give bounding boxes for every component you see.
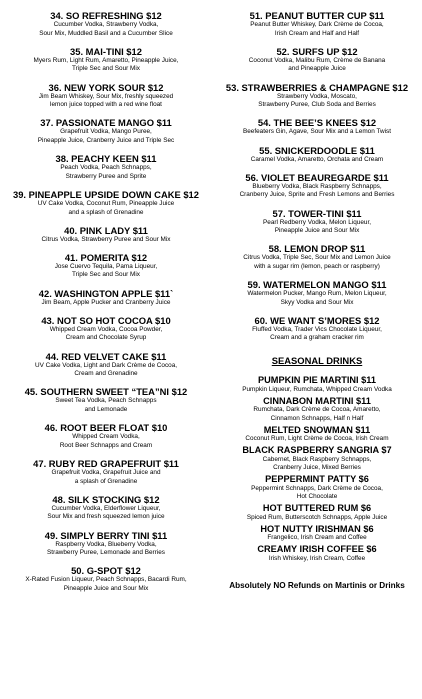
item-spacer bbox=[212, 110, 422, 118]
drink-ingredients: Skyy Vodka and Sour Mix bbox=[280, 298, 354, 306]
drink-ingredients: Cucumber Vodka, Elderflower Liqueur, bbox=[51, 504, 161, 512]
drink-ingredients: Citrus Vodka, Strawberry Puree and Sour Mix bbox=[41, 235, 171, 243]
drink-ingredients: Cucumber Vodka, Strawberry Vodka, bbox=[53, 21, 159, 28]
drink-title: 60. WE WANT S’MORES $12 bbox=[254, 314, 380, 326]
item-spacer bbox=[0, 343, 212, 351]
drink-title: 51. PEANUT BUTTER CUP $11 bbox=[249, 10, 385, 21]
drink-title: 52. SURFS UP $12 bbox=[276, 45, 358, 57]
drink-ingredients: Jose Cuervo Tequila, Pama Liqueur, bbox=[54, 262, 158, 270]
drink-ingredients: and a splash of Grenadine bbox=[68, 208, 144, 216]
drink-ingredients: Strawberry Puree, Club Soda and Berries bbox=[258, 101, 376, 109]
menu-item bbox=[212, 396, 422, 423]
menu-item bbox=[0, 386, 212, 414]
menu-item bbox=[0, 458, 212, 486]
refund-policy-note: Absolutely NO Refunds on Martinis or Drinks bbox=[229, 581, 405, 591]
item-spacer bbox=[212, 236, 422, 244]
drink-ingredients: Watermelon Pucker, Mango Rum, Melon Liqueur, bbox=[247, 290, 387, 298]
drink-ingredients: Peppermint Schnapps, Dark Crème de Cocoa, bbox=[251, 484, 383, 492]
seasonal-drinks-heading: SEASONAL DRINKS bbox=[271, 355, 363, 367]
drink-title: 34. SO REFRESHING $12 bbox=[50, 10, 162, 21]
drink-title: 46. ROOT BEER FLOAT $10 bbox=[44, 422, 168, 434]
drink-ingredients: Pumpkin Liqueur, Rumchata, Whipped Cream Vodka bbox=[242, 385, 392, 393]
drink-title: PUMPKIN PIE MARTINI $11 bbox=[258, 375, 376, 386]
menu-item bbox=[212, 117, 422, 137]
drink-title: HOT BUTTERED RUM $6 bbox=[262, 503, 372, 514]
drink-title: 53. STRAWBERRIES & CHAMPAGNE $12 bbox=[225, 81, 409, 93]
item-spacer bbox=[0, 522, 212, 530]
drink-title: BLACK RASPBERRY SANGRIA $7 bbox=[242, 445, 392, 456]
menu-item bbox=[212, 524, 422, 543]
drink-title: MELTED SNOWMAN $11 bbox=[263, 424, 371, 435]
drink-ingredients: Blueberry Vodka, Black Raspberry Schnapps, bbox=[252, 182, 382, 190]
drink-ingredients: Coconut Vodka, Malibu Rum, Crème de Banana bbox=[248, 56, 386, 64]
drink-title: 44. RED VELVET CAKE $11 bbox=[45, 350, 167, 362]
menu-item bbox=[0, 46, 212, 74]
drink-title: PEPPERMINT PATTY $6 bbox=[265, 474, 369, 485]
drink-ingredients: Coconut Rum, Light Crème de Cocoa, Irish Cream bbox=[245, 435, 389, 443]
item-spacer bbox=[0, 74, 212, 82]
drink-ingredients: Peach Vodka, Peach Schnapps, bbox=[60, 164, 152, 172]
drink-title: 40. PINK LADY $11 bbox=[64, 224, 148, 236]
menu-item bbox=[212, 10, 422, 38]
drink-ingredients: Jim Beam, Apple Pucker and Cranberry Juice bbox=[41, 298, 171, 306]
drink-title: CREAMY IRISH COFFEE $6 bbox=[257, 544, 377, 555]
item-spacer bbox=[0, 244, 212, 252]
menu-item bbox=[212, 425, 422, 444]
drink-ingredients: Cranberry Juice, Mixed Berries bbox=[273, 464, 361, 472]
drink-ingredients: Raspberry Vodka, Blueberry Vodka, bbox=[55, 540, 157, 548]
menu-item bbox=[212, 145, 422, 165]
item-spacer bbox=[0, 217, 212, 225]
drink-ingredients: Peanut Butter Whiskey, Dark Crème de Cocoa, bbox=[250, 21, 384, 28]
drink-ingredients: Pineapple Juice and Sour Mix bbox=[63, 584, 149, 592]
menu-item bbox=[0, 565, 212, 593]
drink-ingredients: UV Cake Vodka, Coconut Rum, Pineapple Juice bbox=[37, 199, 175, 207]
menu-item bbox=[212, 243, 422, 271]
item-spacer bbox=[0, 280, 212, 288]
drink-ingredients: Irish Whiskey, Irish Cream, Coffee bbox=[268, 555, 366, 562]
drink-title: 55. SNICKERDOODLE $11 bbox=[259, 144, 375, 156]
drink-title: 38. PEACHY KEEN $11 bbox=[55, 153, 157, 165]
drink-title: 58. LEMON DROP $11 bbox=[268, 243, 366, 255]
left-menu-column bbox=[0, 10, 212, 594]
drink-ingredients: Triple Sec and Sour Mix bbox=[72, 271, 140, 279]
drink-title: 45. SOUTHERN SWEET “TEA”NI $12 bbox=[24, 386, 188, 398]
drink-ingredients: Cinnamon Schnapps, Half n Half bbox=[270, 414, 364, 422]
drink-title: 36. NEW YORK SOUR $12 bbox=[48, 81, 164, 93]
item-spacer bbox=[212, 200, 422, 208]
drink-ingredients: Cabernet, Black Raspberry Schnapps, bbox=[262, 455, 372, 463]
drink-title: 43. NOT SO HOT COCOA $10 bbox=[41, 314, 171, 326]
numbered-drinks-list bbox=[212, 10, 422, 343]
item-spacer bbox=[0, 379, 212, 387]
menu-item bbox=[212, 279, 422, 307]
menu-item bbox=[0, 315, 212, 343]
drink-ingredients: Whipped Cream Vodka, bbox=[72, 433, 140, 441]
menu-item bbox=[0, 530, 212, 558]
drink-ingredients: Sweet Tea Vodka, Peach Schnapps bbox=[55, 397, 157, 405]
drink-ingredients: Caramel Vodka, Amaretto, Orchata and Cream bbox=[250, 155, 384, 163]
menu-item bbox=[212, 315, 422, 343]
menu-item bbox=[0, 10, 212, 38]
menu-item bbox=[0, 351, 212, 379]
menu-item bbox=[212, 474, 422, 501]
drink-title: 57. TOWER-TINI $11 bbox=[272, 207, 362, 219]
menu-item bbox=[212, 544, 422, 563]
menu-item bbox=[212, 445, 422, 472]
item-spacer bbox=[0, 450, 212, 458]
drink-title: 54. THE BEE’S KNEES $12 bbox=[257, 117, 377, 129]
drink-title: 47. RUBY RED GRAPEFRUIT $11 bbox=[33, 457, 179, 469]
drink-ingredients: lemon juice topped with a red wine float bbox=[50, 101, 162, 109]
drink-ingredients: Spiced Rum, Butterscotch Schnapps, Apple Juice bbox=[246, 513, 388, 521]
drink-title: HOT NUTTY IRISHMAN $6 bbox=[260, 523, 374, 534]
menu-item bbox=[212, 375, 422, 394]
item-spacer bbox=[212, 271, 422, 279]
drink-title: 49. SIMPLY BERRY TINI $11 bbox=[44, 529, 168, 541]
item-spacer bbox=[0, 38, 212, 46]
drink-title: CINNABON MARTINI $11 bbox=[263, 395, 371, 406]
drink-ingredients: Pineapple Juice, Cranberry Juice and Triple Sec bbox=[37, 136, 175, 144]
item-spacer bbox=[0, 110, 212, 118]
drink-ingredients: Root Beer Schnapps and Cream bbox=[59, 441, 153, 449]
drink-ingredients: Strawberry Puree and Sprite bbox=[65, 172, 147, 180]
menu-item bbox=[0, 117, 212, 145]
drink-ingredients: Pearl Redberry Vodka, Melon Liqueur, bbox=[263, 218, 371, 226]
drink-title: 37. PASSIONATE MANGO $11 bbox=[40, 117, 172, 129]
drink-ingredients: Triple Sec and Sour Mix bbox=[72, 65, 140, 73]
menu-item bbox=[212, 208, 422, 236]
item-spacer bbox=[212, 137, 422, 145]
item-spacer bbox=[0, 181, 212, 189]
drink-ingredients: Strawberry Puree, Lemonade and Berries bbox=[47, 549, 165, 557]
item-spacer bbox=[0, 558, 212, 566]
seasonal-drinks-list bbox=[212, 375, 422, 563]
menu-item bbox=[0, 153, 212, 181]
drink-ingredients: a splash of Grenadine bbox=[74, 477, 138, 485]
drink-ingredients: Grapefruit Vodka, Grapefruit Juice and bbox=[51, 468, 161, 476]
drink-ingredients: Whipped Cream Vodka, Cocoa Powder, bbox=[49, 325, 163, 333]
drink-ingredients: Cranberry Juice, Sprite and Fresh Lemons and Berries bbox=[239, 191, 395, 199]
drink-ingredients: Grapefruit Vodka, Mango Puree, bbox=[60, 128, 152, 136]
menu-item bbox=[212, 172, 422, 200]
item-spacer bbox=[212, 38, 422, 46]
drink-ingredients: Sour Mix, Muddled Basil and a Cucumber Slice bbox=[39, 29, 173, 37]
drink-ingredients: Myers Rum, Light Rum, Amaretto, Pineapple Juice, bbox=[33, 56, 179, 64]
drink-title: 50. G-SPOT $12 bbox=[71, 565, 141, 577]
drink-ingredients: Jim Beam Whiskey, Sour Mix, freshly squeezed bbox=[38, 92, 174, 100]
menu-item bbox=[0, 189, 212, 217]
menu-item bbox=[212, 46, 422, 74]
drink-ingredients: Citrus Vodka, Triple Sec, Sour Mix and Lemon Juice bbox=[243, 254, 391, 262]
menu-item bbox=[0, 82, 212, 110]
drink-title: 35. MAI-TINI $12 bbox=[70, 45, 142, 57]
drink-ingredients: Cream and a graham cracker rim bbox=[270, 334, 364, 342]
drink-ingredients: Cream and Chocolate Syrup bbox=[65, 334, 147, 342]
item-spacer bbox=[0, 146, 212, 154]
drink-title: 56. VIOLET BEAUREGARDE $11 bbox=[245, 171, 389, 183]
drink-ingredients: Cream and Grenadine bbox=[74, 370, 138, 378]
menu-item bbox=[0, 252, 212, 280]
drink-ingredients: Sour Mix and fresh squeezed lemon juice bbox=[47, 513, 165, 521]
drink-ingredients: Fluffed Vodka, Trader Vics Chocolate Liqueur, bbox=[252, 325, 382, 333]
drink-ingredients: Rumchata, Dark Crème de Cocoa, Amaretto, bbox=[253, 406, 381, 414]
drink-title: 59. WATERMELON MANGO $11 bbox=[247, 279, 387, 291]
drink-ingredients: Irish Cream and Half and Half bbox=[274, 29, 360, 37]
drink-ingredients: Strawberry Vodka, Moscato, bbox=[277, 92, 357, 100]
drink-ingredients: X-Rated Fusion Liqueur, Peach Schnapps, Bacardi Rum, bbox=[25, 576, 187, 584]
drink-ingredients: Beefeaters Gin, Agave, Sour Mix and a Lemon Twist bbox=[242, 128, 391, 136]
item-spacer bbox=[0, 415, 212, 423]
item-spacer bbox=[0, 307, 212, 315]
menu-item bbox=[0, 288, 212, 308]
drink-ingredients: Pineapple Juice and Sour Mix bbox=[274, 227, 360, 235]
item-spacer bbox=[212, 164, 422, 172]
drink-title: 41. POMERITA $12 bbox=[64, 251, 148, 263]
menu-item bbox=[0, 494, 212, 522]
drink-ingredients: and Lemonade bbox=[84, 406, 128, 413]
drink-ingredients: UV Cake Vodka, Light and Dark Crème de Cocoa, bbox=[34, 361, 178, 369]
drink-ingredients: Hot Chocolate bbox=[296, 493, 338, 501]
menu-item bbox=[212, 82, 422, 110]
drink-ingredients: and Pineapple Juice bbox=[288, 65, 346, 73]
drink-title: 39. PINEAPPLE UPSIDE DOWN CAKE $12 bbox=[13, 188, 199, 200]
item-spacer bbox=[0, 486, 212, 494]
menu-item bbox=[0, 422, 212, 450]
right-menu-column bbox=[212, 10, 422, 591]
drink-ingredients: with a sugar rim (lemon, peach or raspberry) bbox=[254, 262, 380, 270]
drink-ingredients: Frangelico, Irish Cream and Coffee bbox=[267, 534, 367, 542]
drink-title: 42. WASHINGTON APPLE $11` bbox=[38, 287, 174, 299]
menu-item bbox=[0, 225, 212, 245]
drink-title: 48. SILK STOCKING $12 bbox=[52, 493, 160, 505]
item-spacer bbox=[212, 307, 422, 315]
menu-item bbox=[212, 503, 422, 522]
item-spacer bbox=[212, 74, 422, 82]
